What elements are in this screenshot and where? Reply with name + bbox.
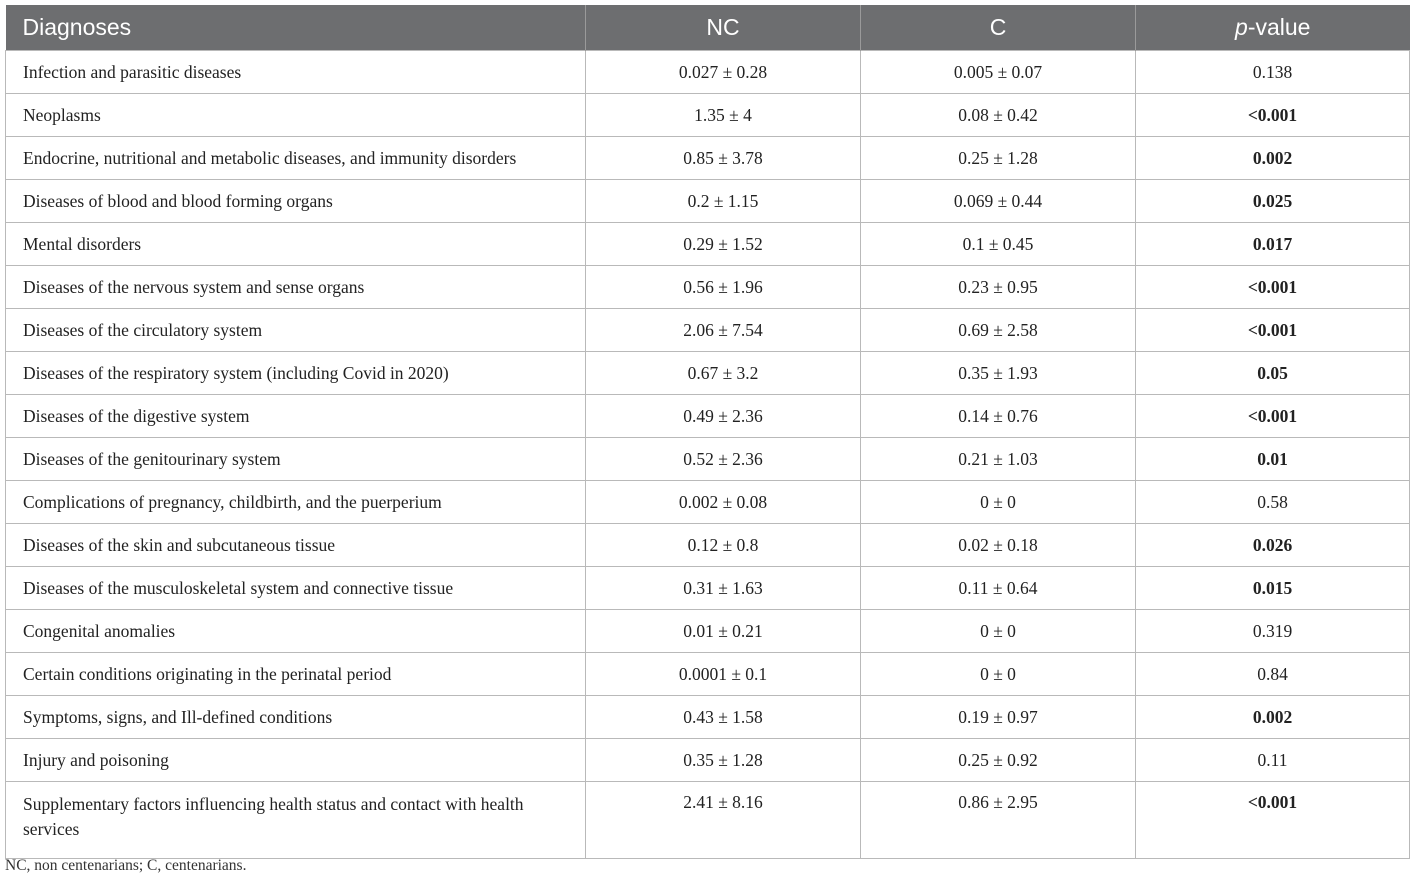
table-row	[6, 567, 1410, 610]
cell-p-value: 0.05	[1136, 352, 1410, 395]
cell-c: 0.23 ± 0.95	[861, 266, 1136, 309]
cell-nc: 0.01 ± 0.21	[586, 610, 861, 653]
cell-nc: 0.52 ± 2.36	[586, 438, 861, 481]
cell-nc: 2.06 ± 7.54	[586, 309, 861, 352]
cell-nc: 0.2 ± 1.15	[586, 180, 861, 223]
cell-c: 0.35 ± 1.93	[861, 352, 1136, 395]
cell-p-value: 0.025	[1136, 180, 1410, 223]
cell-nc: 0.29 ± 1.52	[586, 223, 861, 266]
cell-diagnosis: Congenital anomalies	[6, 610, 586, 653]
header-nc: NC	[586, 5, 861, 51]
cell-nc: 0.85 ± 3.78	[586, 137, 861, 180]
cell-c: 0 ± 0	[861, 610, 1136, 653]
table-row	[6, 51, 1410, 94]
cell-nc: 2.41 ± 8.16	[586, 782, 861, 859]
cell-p-value: <0.001	[1136, 395, 1410, 438]
cell-c: 0 ± 0	[861, 481, 1136, 524]
cell-nc: 0.35 ± 1.28	[586, 739, 861, 782]
cell-c: 0.25 ± 1.28	[861, 137, 1136, 180]
cell-c: 0.005 ± 0.07	[861, 51, 1136, 94]
table-row	[6, 438, 1410, 481]
cell-nc: 0.43 ± 1.58	[586, 696, 861, 739]
cell-c: 0.1 ± 0.45	[861, 223, 1136, 266]
cell-nc: 0.12 ± 0.8	[586, 524, 861, 567]
header-c: C	[861, 5, 1136, 51]
table-row	[6, 266, 1410, 309]
cell-p-value: 0.017	[1136, 223, 1410, 266]
header-diagnoses: Diagnoses	[6, 5, 586, 51]
cell-diagnosis: Diseases of blood and blood forming organs	[6, 180, 586, 223]
cell-diagnosis: Mental disorders	[6, 223, 586, 266]
table-header	[6, 5, 1410, 51]
cell-p-value: 0.002	[1136, 696, 1410, 739]
cell-p-value: 0.01	[1136, 438, 1410, 481]
cell-diagnosis: Diseases of the musculoskeletal system and connective tissue	[6, 567, 586, 610]
cell-diagnosis: Diseases of the skin and subcutaneous tissue	[6, 524, 586, 567]
header-row	[6, 5, 1410, 51]
cell-diagnosis: Diseases of the genitourinary system	[6, 438, 586, 481]
cell-nc: 0.0001 ± 0.1	[586, 653, 861, 696]
table-row	[6, 696, 1410, 739]
cell-diagnosis: Diseases of the digestive system	[6, 395, 586, 438]
cell-diagnosis: Certain conditions originating in the perinatal period	[6, 653, 586, 696]
table-row	[6, 180, 1410, 223]
cell-p-value: 0.11	[1136, 739, 1410, 782]
table-row	[6, 309, 1410, 352]
cell-p-value: <0.001	[1136, 94, 1410, 137]
cell-p-value: <0.001	[1136, 266, 1410, 309]
cell-c: 0.19 ± 0.97	[861, 696, 1136, 739]
header-p-value	[1136, 5, 1410, 51]
table-footnote: NC, non centenarians; C, centenarians.	[5, 857, 247, 874]
cell-diagnosis: Complications of pregnancy, childbirth, and the puerperium	[6, 481, 586, 524]
header-p-suffix: -value	[1247, 14, 1311, 40]
cell-diagnosis: Supplementary factors influencing health status and contact with health services	[6, 782, 586, 859]
header-p-italic: p	[1235, 14, 1248, 40]
cell-diagnosis: Infection and parasitic diseases	[6, 51, 586, 94]
table-row	[6, 739, 1410, 782]
cell-diagnosis: Diseases of the circulatory system	[6, 309, 586, 352]
cell-c: 0.86 ± 2.95	[861, 782, 1136, 859]
table-row	[6, 137, 1410, 180]
cell-p-value: <0.001	[1136, 782, 1410, 859]
table-row	[6, 782, 1410, 859]
cell-p-value: 0.84	[1136, 653, 1410, 696]
cell-p-value: <0.001	[1136, 309, 1410, 352]
table-row	[6, 352, 1410, 395]
cell-c: 0 ± 0	[861, 653, 1136, 696]
diagnoses-table-container	[5, 5, 1409, 859]
cell-p-value: 0.319	[1136, 610, 1410, 653]
cell-diagnosis: Neoplasms	[6, 94, 586, 137]
cell-p-value: 0.58	[1136, 481, 1410, 524]
table-row	[6, 524, 1410, 567]
cell-c: 0.11 ± 0.64	[861, 567, 1136, 610]
cell-nc: 0.002 ± 0.08	[586, 481, 861, 524]
table-row	[6, 481, 1410, 524]
table-row	[6, 653, 1410, 696]
cell-c: 0.69 ± 2.58	[861, 309, 1136, 352]
cell-nc: 0.49 ± 2.36	[586, 395, 861, 438]
cell-p-value: 0.015	[1136, 567, 1410, 610]
cell-c: 0.21 ± 1.03	[861, 438, 1136, 481]
cell-diagnosis: Endocrine, nutritional and metabolic diseases, and immunity disorders	[6, 137, 586, 180]
cell-p-value: 0.026	[1136, 524, 1410, 567]
cell-diagnosis: Injury and poisoning	[6, 739, 586, 782]
cell-diagnosis: Diseases of the respiratory system (including Covid in 2020)	[6, 352, 586, 395]
cell-c: 0.14 ± 0.76	[861, 395, 1136, 438]
cell-p-value: 0.002	[1136, 137, 1410, 180]
table-row	[6, 223, 1410, 266]
cell-c: 0.02 ± 0.18	[861, 524, 1136, 567]
cell-nc: 0.31 ± 1.63	[586, 567, 861, 610]
cell-nc: 0.56 ± 1.96	[586, 266, 861, 309]
table-row	[6, 610, 1410, 653]
cell-nc: 0.67 ± 3.2	[586, 352, 861, 395]
cell-c: 0.25 ± 0.92	[861, 739, 1136, 782]
cell-p-value: 0.138	[1136, 51, 1410, 94]
table-row	[6, 94, 1410, 137]
table-body	[6, 51, 1410, 859]
cell-nc: 1.35 ± 4	[586, 94, 861, 137]
diagnoses-table	[5, 5, 1410, 859]
cell-diagnosis: Diseases of the nervous system and sense organs	[6, 266, 586, 309]
cell-nc: 0.027 ± 0.28	[586, 51, 861, 94]
table-row	[6, 395, 1410, 438]
cell-c: 0.08 ± 0.42	[861, 94, 1136, 137]
cell-diagnosis: Symptoms, signs, and Ill-defined conditions	[6, 696, 586, 739]
cell-c: 0.069 ± 0.44	[861, 180, 1136, 223]
